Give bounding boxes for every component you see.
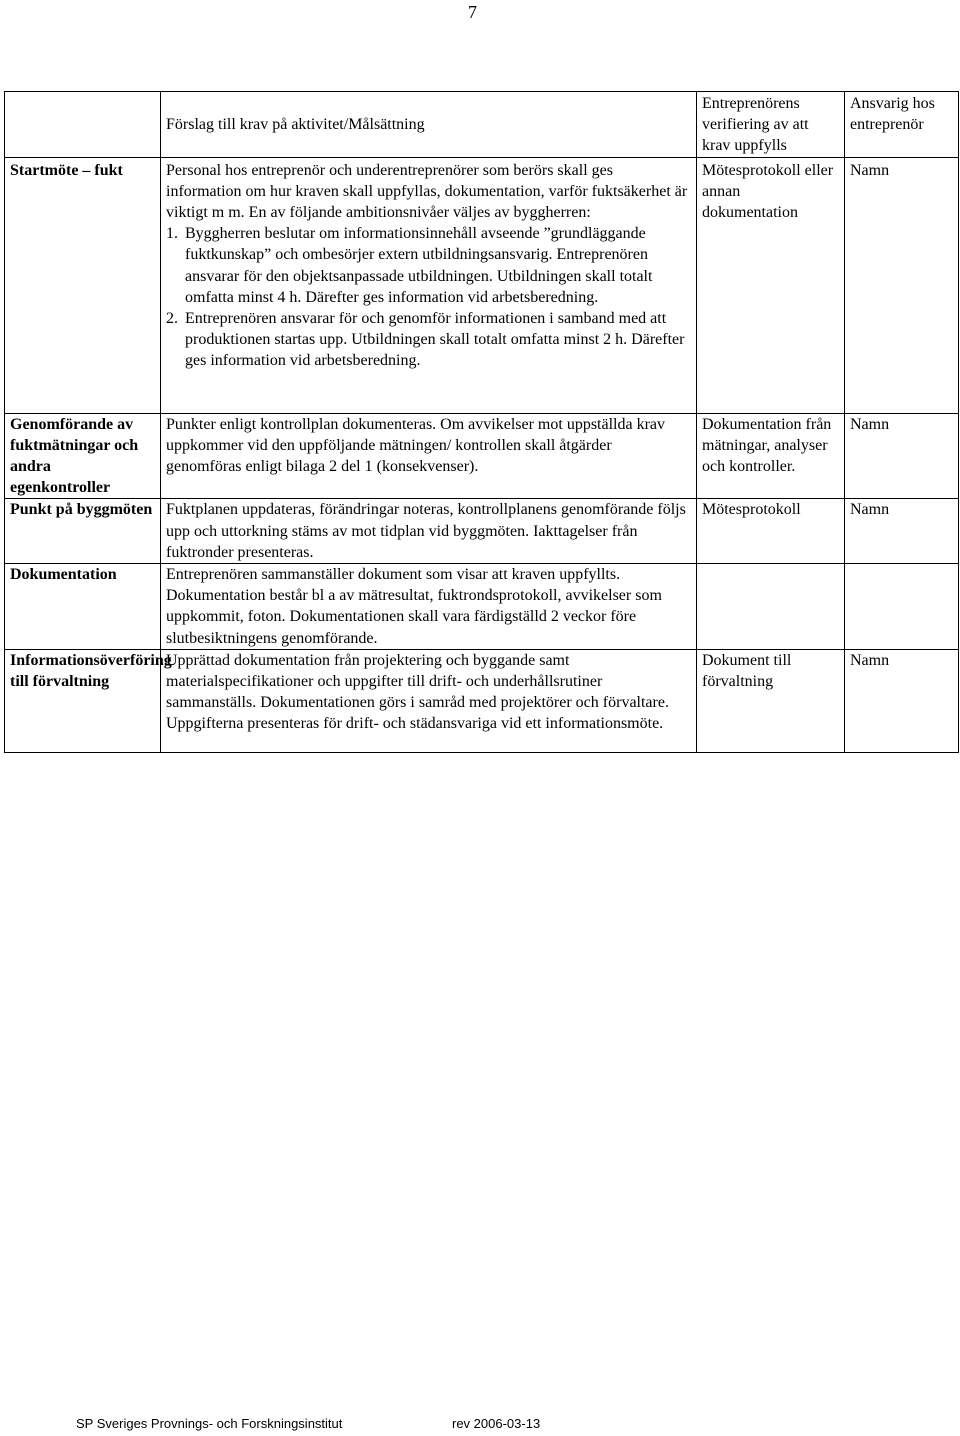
list-text: Entreprenören ansvarar för och genomför informationen i samband med att produktionen startas upp. Utbildningen skall totalt omfatta minst 2 h. Därefter ges information vid arbetsberedning.	[185, 310, 685, 370]
list-text: Byggherren beslutar om informationsinnehåll avseende ”grundläggande fuktkunskap” och ombesörjer extern utbildningsansvarig. Entreprenören ansvarar för den objektsanpassade utbildningen. Utbildningen skall totalt omfatta minst 4 h. Därefter ges information vid arbetsberedning.	[185, 225, 653, 306]
verification-text: Dokumentation från mätningar, analyser och kontroller.	[702, 415, 832, 476]
table-row	[5, 564, 959, 650]
activity-label: Informationsöverföring till förvaltning	[10, 651, 172, 691]
header-verification: Entreprenörens verifiering av att krav uppfylls	[697, 92, 845, 158]
table-row	[5, 413, 959, 499]
requirements-table	[4, 91, 959, 753]
activity-label: Punkt på byggmöten	[10, 501, 153, 519]
list-item	[166, 223, 691, 308]
header-proposal: Förslag till krav på aktivitet/Målsättning	[161, 92, 697, 158]
proposal-text: Fuktplanen uppdateras, förändringar noteras, kontrollplanens genomförande följs upp och uttorkning stäms av mot tidplan vid byggmöten. Iakttagelser från fuktronder presenteras.	[166, 501, 686, 561]
proposal-intro: Personal hos entreprenör och underentreprenörer som berörs skall ges information om hur kraven skall uppfyllas, dokumentation, varför fuktsäkerhet är viktigt m m. En av följande ambitionsnivåer väljes av byggherren:	[166, 161, 688, 222]
footer-revision: rev 2006-03-13	[452, 1416, 541, 1431]
verification-text: Mötesprotokoll	[702, 501, 801, 519]
proposal-text: Entreprenören sammanställer dokument som visar att kraven uppfyllts. Dokumentation består bl a av mätresultat, fuktrondsprotokoll, avvikelser som uppkommit, foton. Dokumentationen skall vara färdigställd 2 veckor före slutbesiktningens genomförande.	[166, 566, 662, 647]
footer-organization: SP Sveriges Provnings- och Forskningsinstitut	[76, 1416, 343, 1431]
verification-text: Mötesprotokoll eller annan dokumentation	[702, 161, 834, 222]
table-row	[5, 499, 959, 564]
header-activity	[5, 92, 161, 158]
activity-label: Dokumentation	[10, 566, 117, 584]
list-number: 2.	[166, 310, 178, 328]
proposal-text: Upprättad dokumentation från projektering och byggande samt materialspecifikationer och uppgifter till drift- och underhållsrutiner sammanställs. Dokumentationen görs i samråd med projektörer och förvaltare. Uppgifterna presenteras för drift- och städansvariga vid ett informationsmöte.	[166, 651, 669, 733]
activity-label: Genomförande av fuktmätningar och andra egenkontroller	[10, 415, 139, 497]
responsible-text: Namn	[850, 161, 890, 179]
table-row	[5, 157, 959, 413]
responsible-text: Namn	[850, 501, 890, 519]
proposal-text: Punkter enligt kontrollplan dokumenteras. Om avvikelser mot uppställda krav uppkommer vid den uppföljande mätningen/ kontrollen skall åtgärder genomföras enligt bilaga 2 del 1 (konsekvenser).	[166, 415, 666, 476]
list-item	[166, 308, 691, 372]
list-number: 1.	[166, 225, 178, 243]
table-row	[5, 649, 959, 752]
activity-label: Startmöte – fukt	[10, 161, 123, 179]
header-responsible: Ansvarig hos entreprenör	[845, 92, 959, 158]
table-header-row	[5, 92, 959, 158]
page-number: 7	[468, 2, 477, 22]
responsible-text: Namn	[850, 415, 890, 433]
verification-text: Dokument till förvaltning	[702, 651, 792, 691]
responsible-text: Namn	[850, 651, 890, 669]
